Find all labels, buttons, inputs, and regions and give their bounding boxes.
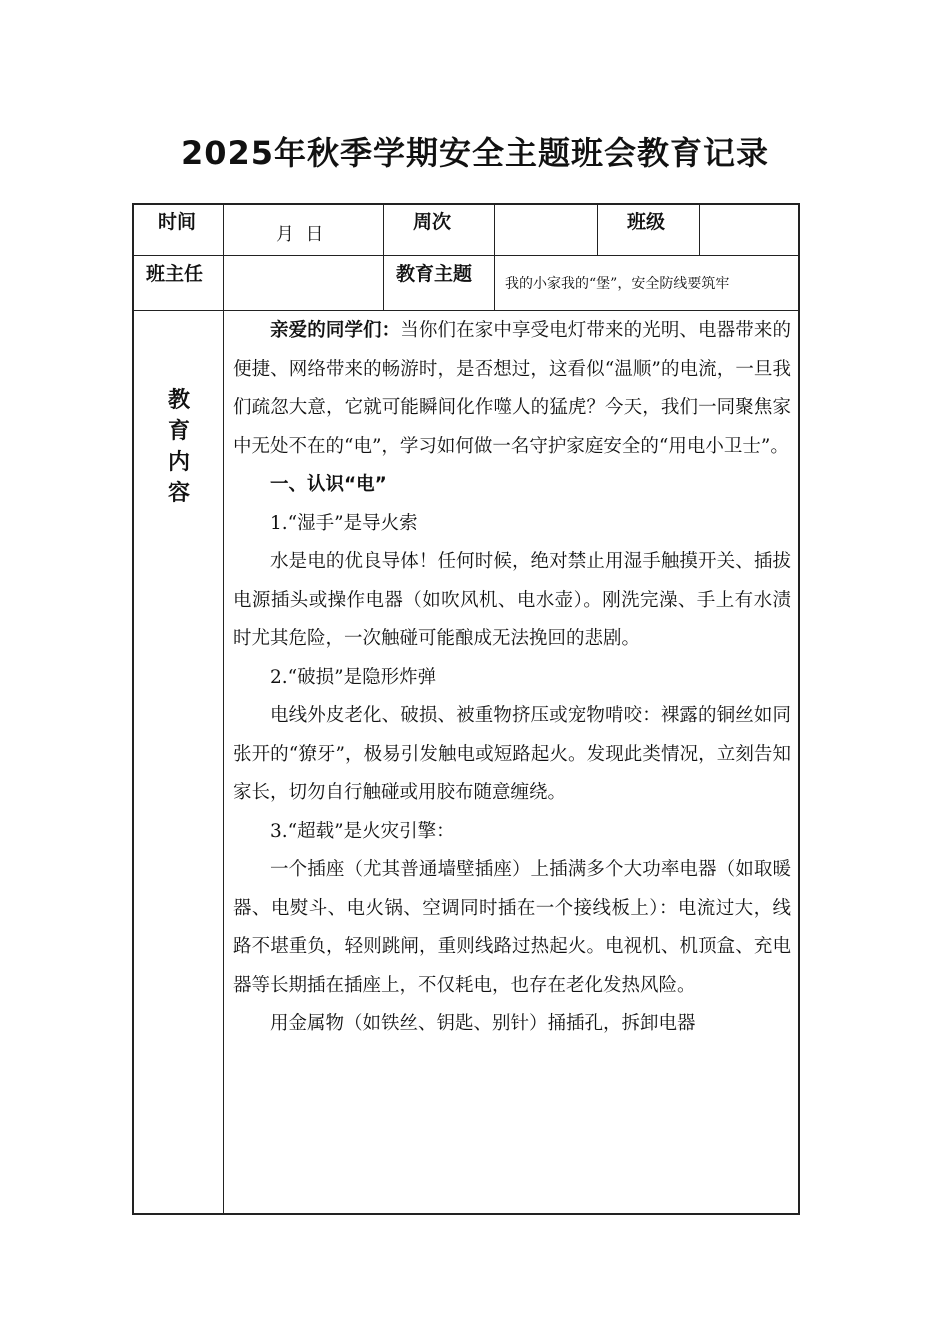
item-text: 一个插座（尤其普通墙壁插座）上插满多个大功率电器（如取暖器、电熨斗、电火锅、空调同时插在一个接线板上）：电流过大，线路不堪重负，轻则跳闸，重则线路过热起火。电视机、机顶盒、充电器等长期插在插座上，不仅耗电，也存在老化发热风险。 (233, 859, 791, 996)
col-divider (223, 204, 224, 1214)
col-divider (383, 204, 384, 310)
col-divider (597, 204, 598, 256)
item-heading: 3.“超载”是火灾引擎： (270, 820, 455, 842)
date-value[interactable]: 月 日 (276, 224, 324, 245)
col-divider (494, 204, 495, 310)
item-text: 电线外皮老化、破损、被重物挤压或宠物啃咬：裸露的铜丝如同张开的“獠牙”，极易引发触电或短路起火。发现此类情况，立刻告知家长，切勿自行触碰或用胶布随意缠绕。 (233, 705, 791, 803)
time-label: 时间 (158, 211, 197, 233)
content-label-char: 内 (167, 450, 190, 475)
content-label (164, 385, 194, 509)
content-label-char: 教 (167, 388, 190, 413)
content-label-char: 育 (167, 419, 190, 444)
document-title: 2025年秋季学期安全主题班会教育记录 (180, 134, 770, 172)
intro-text: 当你们在家中享受电灯带来的光明、电器带来的便捷、网络带来的畅游时，是否想过，这看似“温顺”的电流，一旦我们疏忽大意，它就可能瞬间化作噬人的猛虎？今天，我们一同聚焦家中无处不在的“电”，学习如何做一名守护家庭安全的“用电小卫士”。 (233, 320, 791, 457)
intro-paragraph (233, 312, 791, 466)
row-divider (133, 310, 799, 311)
content-label-char: 容 (167, 481, 190, 506)
greeting: 亲爱的同学们： (270, 320, 401, 341)
topic-value: 我的小家我的“堡”，安全防线要筑牢 (505, 276, 730, 292)
topic-label: 教育主题 (396, 263, 473, 285)
item-heading: 2.“破损”是隐形炸弹 (270, 666, 437, 688)
education-content (233, 312, 791, 1212)
class-label: 班级 (627, 211, 666, 233)
section-heading: 一、认识“电” (270, 474, 387, 495)
item-text: 水是电的优良导体！任何时候，绝对禁止用湿手触摸开关、插拔电源插头或操作电器（如吹风机、电水壶）。刚洗完澡、手上有水渍时尤其危险，一次触碰可能酿成无法挽回的悲剧。 (233, 551, 791, 649)
teacher-label: 班主任 (146, 263, 204, 285)
week-label: 周次 (413, 211, 452, 233)
item-text: 用金属物（如铁丝、钥匙、别针）捅插孔，拆卸电器 (270, 1013, 696, 1034)
col-divider (699, 204, 700, 256)
item-heading: 1.“湿手”是导火索 (270, 512, 418, 534)
